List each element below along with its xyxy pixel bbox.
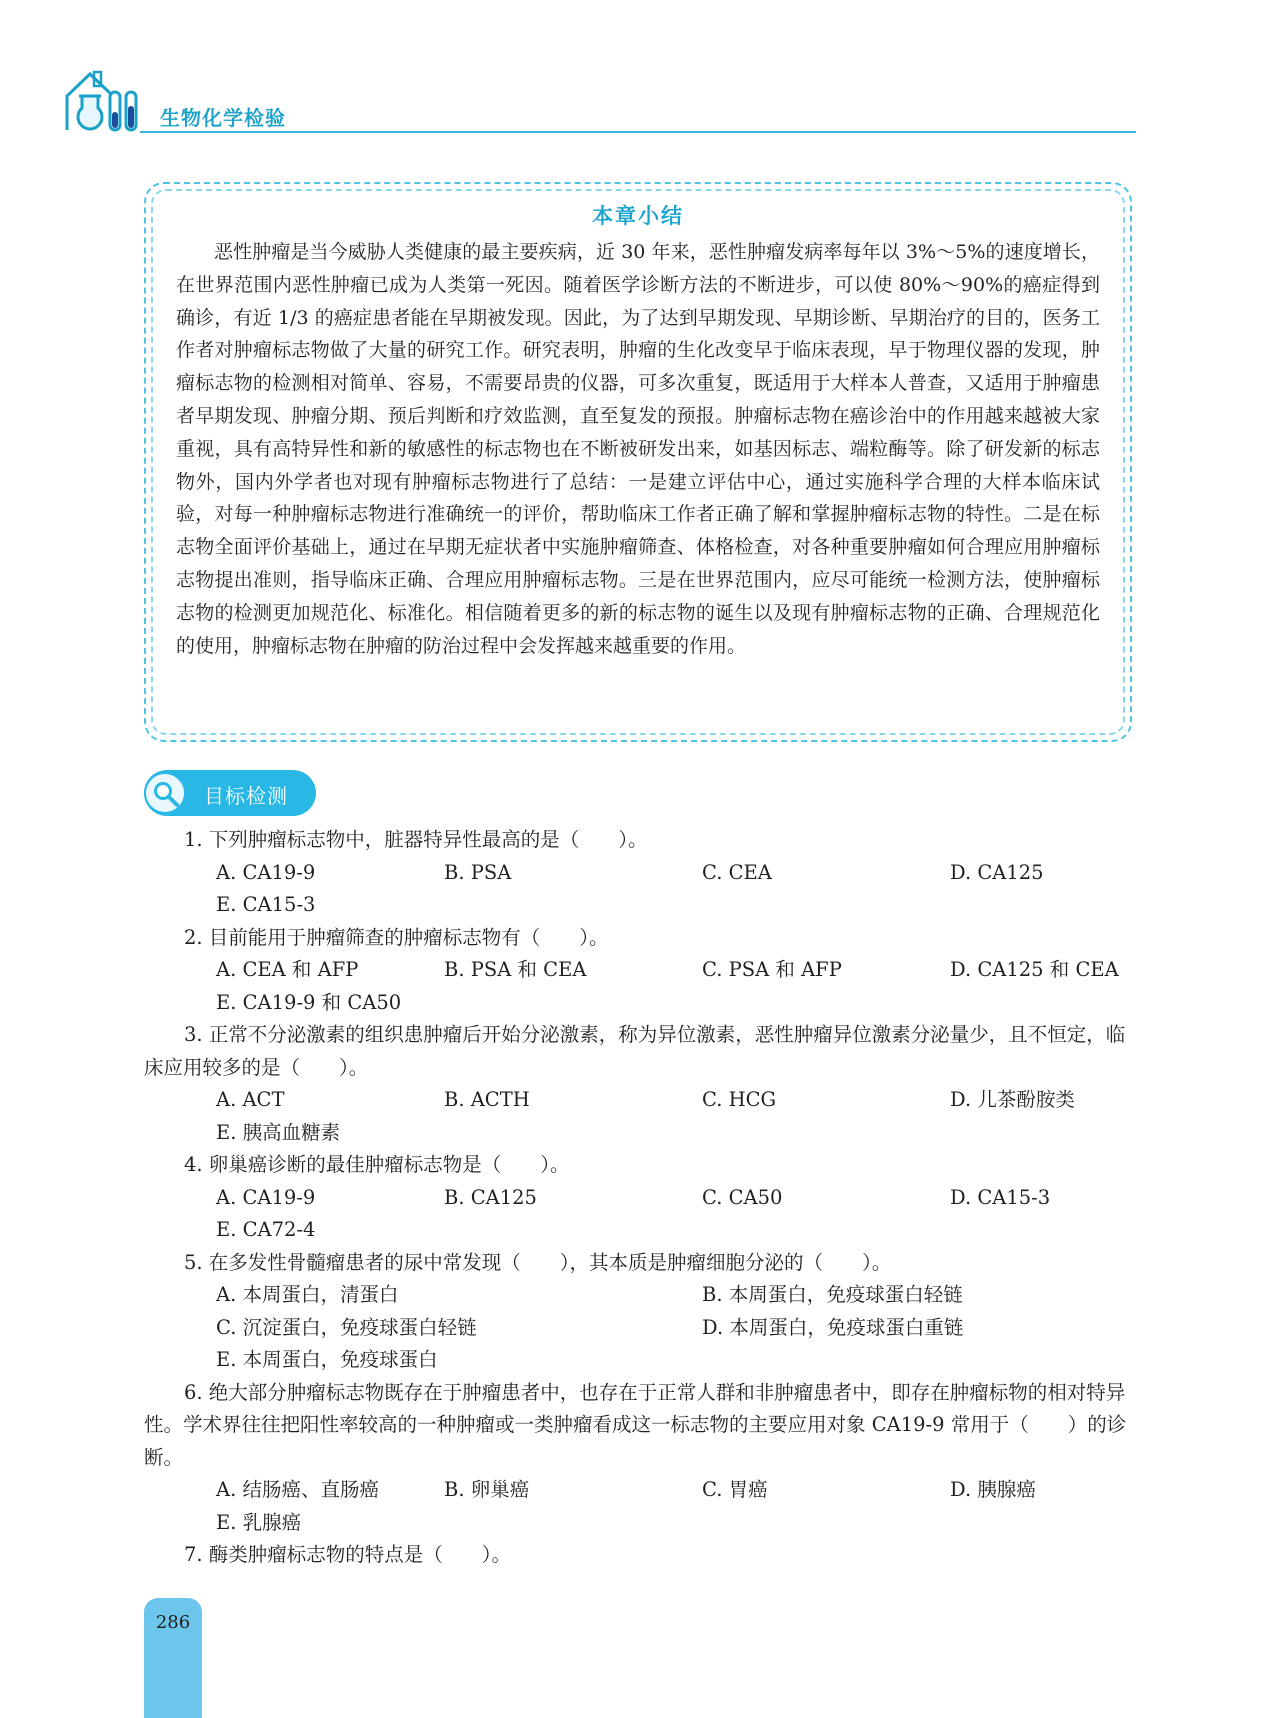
question-2-option-b: B. PSA 和 CEA: [444, 958, 587, 981]
question-1-stem: 1. 下列肿瘤标志物中，脏器特异性最高的是（ ）。: [184, 828, 648, 851]
question-3-stem: 3. 正常不分泌激素的组织患肿瘤后开始分泌激素，称为异位激素，恶性肿瘤异位激素分泌量少，且不恒定，临床应用较多的是（ ）。: [144, 1023, 1126, 1079]
question-3-option-d: D. 儿茶酚胺类: [950, 1088, 1075, 1111]
question-4-option-c: C. CA50: [702, 1185, 783, 1209]
question-2-option-a: A. CEA 和 AFP: [216, 958, 359, 981]
question-4-option-b: B. CA125: [444, 1185, 537, 1209]
magnifier-icon: [144, 772, 186, 814]
question-5-option-e: E. 本周蛋白，免疫球蛋白: [216, 1348, 438, 1371]
question-4-option-d: D. CA15-3: [950, 1185, 1051, 1209]
question-7-stem: 7. 酶类肿瘤标志物的特点是（ ）。: [184, 1543, 512, 1566]
question-1-option-e: E. CA15-3: [216, 893, 316, 916]
question-2-option-c: C. PSA 和 AFP: [702, 958, 842, 981]
question-3-option-b: B. ACTH: [444, 1088, 530, 1111]
target-check-label: 目标检测: [204, 784, 288, 808]
question-1-option-b: B. PSA: [444, 860, 512, 884]
question-5-option-c: C. 沉淀蛋白，免疫球蛋白轻链: [216, 1315, 477, 1339]
question-6-stem: 6. 绝大部分肿瘤标志物既存在于肿瘤患者中，也存在于正常人群和非肿瘤患者中，即存在肿瘤标物的相对特异性。学术界往往把阳性率较高的一种肿瘤或一类肿瘤看成这一标志物的主要应用对象 CA19-9 常用于（ ）的诊断。: [144, 1380, 1127, 1469]
question-3-option-e: E. 胰高血糖素: [216, 1120, 341, 1144]
chapter-summary-title: 本章小结: [592, 204, 684, 228]
page-number: 286: [155, 1612, 191, 1633]
question-1-option-c: C. CEA: [702, 860, 772, 884]
chapter-summary-text: 恶性肿瘤是当今威胁人类健康的最主要疾病，近 30 年来，恶性肿瘤发病率每年以 3%～5%的速度增长，在世界范围内恶性肿瘤已成为人类第一死因。随着医学诊断方法的不断进步，可以使 80%～90%的癌症得到确诊，有近 1/3 的癌症患者能在早期被发现。因此，为了达到早期发现、早期诊断、早期治疗的目的，医务工作者对肿瘤标志物做了大量的研究工作。研究表明，肿瘤的生化改变早于临床表现，早于物理仪器的发现，肿瘤标志物的检测相对简单、容易，不需要昂贵的仪器，可多次重复，既适用于大样本人普查，又适用于肿瘤患者早期发现、肿瘤分期、预后判断和疗效监测，直至复发的预报。肿瘤标志物在癌诊治中的作用越来越被大家重视，具有高特异性和新的敏感性的标志物也在不断被研发出来，如基因标志、端粒酶等。除了研发新的标志物外，国内外学者也对现有肿瘤标志物进行了总结：一是建立评估中心，通过实施科学合理的大样本临床试验，对每一种肿瘤标志物进行准确统一的评价，帮助临床工作者正确了解和掌握肿瘤标志物的特性。二是在标志物全面评价基础上，通过在早期无症状者中实施肿瘤筛查、体格检查，对各种重要肿瘤如何合理应用肿瘤标志物提出准则，指导临床正确、合理应用肿瘤标志物。三是在世界范围内，应尽可能统一检测方法，使肿瘤标志物的检测更加规范化、标准化。相信随着更多的新的标志物的诞生以及现有肿瘤标志物的正确、合理规范化的使用，肿瘤标志物在肿瘤的防治过程中会发挥越来越重要的作用。: [176, 241, 1100, 657]
question-6-option-c: C. 胃癌: [702, 1478, 768, 1501]
question-5-option-a: A. 本周蛋白，清蛋白: [216, 1283, 399, 1306]
book-title: 生物化学检验: [160, 106, 286, 130]
question-1-option-d: D. CA125: [950, 860, 1044, 884]
question-1-option-a: A. CA19-9: [216, 860, 316, 884]
question-2-option-e: E. CA19-9 和 CA50: [216, 990, 402, 1014]
lab-flask-tubes-icon: [64, 66, 142, 132]
question-4-option-e: E. CA72-4: [216, 1218, 316, 1241]
question-6-option-d: D. 胰腺癌: [950, 1478, 1036, 1501]
question-6-option-e: E. 乳腺癌: [216, 1510, 302, 1534]
question-5-option-d: D. 本周蛋白，免疫球蛋白重链: [702, 1315, 964, 1339]
question-5-option-b: B. 本周蛋白，免疫球蛋白轻链: [702, 1283, 963, 1306]
question-6-option-a: A. 结肠癌、直肠癌: [216, 1478, 379, 1501]
question-6-option-b: B. 卵巢癌: [444, 1478, 530, 1501]
question-5-stem: 5. 在多发性骨髓瘤患者的尿中常发现（ ），其本质是肿瘤细胞分泌的（ ）。: [184, 1250, 892, 1274]
question-2-option-d: D. CA125 和 CEA: [950, 958, 1119, 981]
question-4-option-a: A. CA19-9: [216, 1185, 316, 1209]
question-3-option-a: A. ACT: [216, 1088, 285, 1111]
question-3-option-c: C. HCG: [702, 1088, 777, 1111]
question-4-stem: 4. 卵巢癌诊断的最佳肿瘤标志物是（ ）。: [184, 1153, 570, 1176]
header-divider: [140, 131, 1136, 133]
question-2-stem: 2. 目前能用于肿瘤筛查的肿瘤标志物有（ ）。: [184, 925, 609, 949]
